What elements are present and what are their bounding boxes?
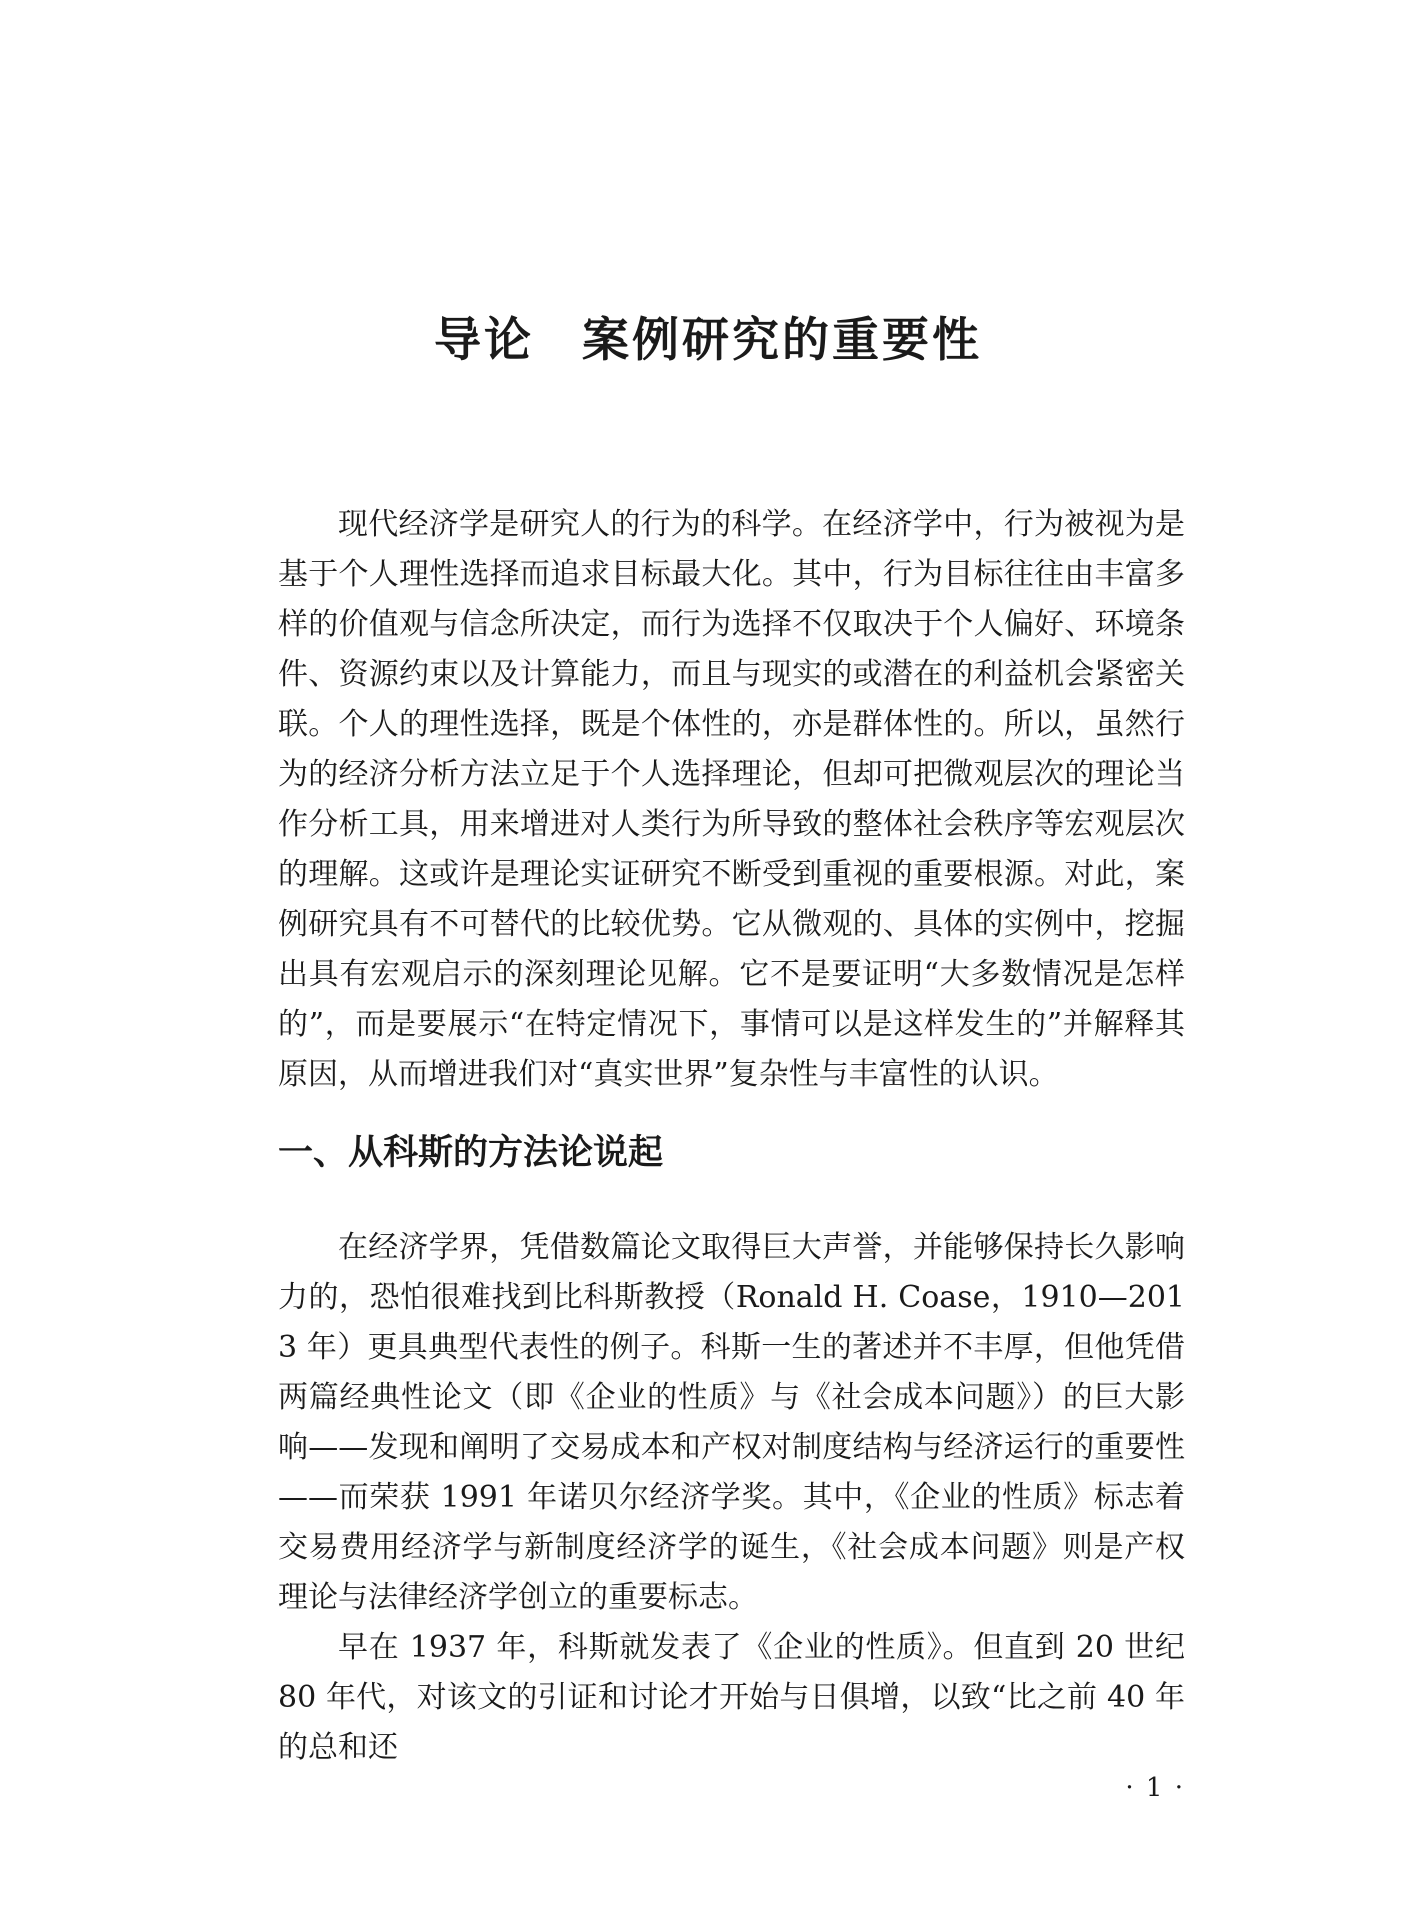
chapter-title xyxy=(0,306,1416,376)
intro-paragraph-1: 现代经济学是研究人的行为的科学。在经济学中，行为被视为是基于个人理性选择而追求目标最大化。其中，行为目标往往由丰富多样的价值观与信念所决定，而行为选择不仅取决于个人偏好、环境条件、资源约束以及计算能力，而且与现实的或潜在的利益机会紧密关联。个人的理性选择，既是个体性的，亦是群体性的。所以，虽然行为的经济分析方法立足于个人选择理论，但却可把微观层次的理论当作分析工具，用来增进对人类行为所导致的整体社会秩序等宏观层次的理解。这或许是理论实证研究不断受到重视的重要根源。对此，案例研究具有不可替代的比较优势。它从微观的、具体的实例中，挖掘出具有宏观启示的深刻理论见解。它不是要证明“大多数情况是怎样的”，而是要展示“在特定情况下，事情可以是这样发生的”并解释其原因，从而增进我们对“真实世界”复杂性与丰富性的认识。 xyxy=(278,507,1185,1092)
chapter-title-text: 案例研究的重要性 xyxy=(582,313,982,368)
intro-section xyxy=(278,500,1185,1100)
section-1-paragraph-2: 早在 1937 年，科斯就发表了《企业的性质》。但直到 20 世纪 80 年代，对该文的引证和讨论才开始与日俱增，以致“比之前 40 年的总和还 xyxy=(278,1630,1185,1765)
section-1-paragraph-1: 在经济学界，凭借数篇论文取得巨大声誉，并能够保持长久影响力的，恐怕很难找到比科斯教授（Ronald H. Coase，1910—2013 年）更具典型代表性的例子。科斯一生的著述并不丰厚，但他凭借两篇经典性论文（即《企业的性质》与《社会成本问题》）的巨大影响——发现和阐明了交易成本和产权对制度结构与经济运行的重要性——而荣获 1991 年诺贝尔经济学奖。其中，《企业的性质》标志着交易费用经济学与新制度经济学的诞生，《社会成本问题》则是产权理论与法律经济学创立的重要标志。 xyxy=(278,1230,1185,1615)
section-1-body xyxy=(278,1223,1185,1773)
section-heading-1: 一、从科斯的方法论说起 xyxy=(278,1133,664,1173)
chapter-label: 导论 xyxy=(434,313,534,368)
page-number: · 1 · xyxy=(1125,1773,1185,1803)
